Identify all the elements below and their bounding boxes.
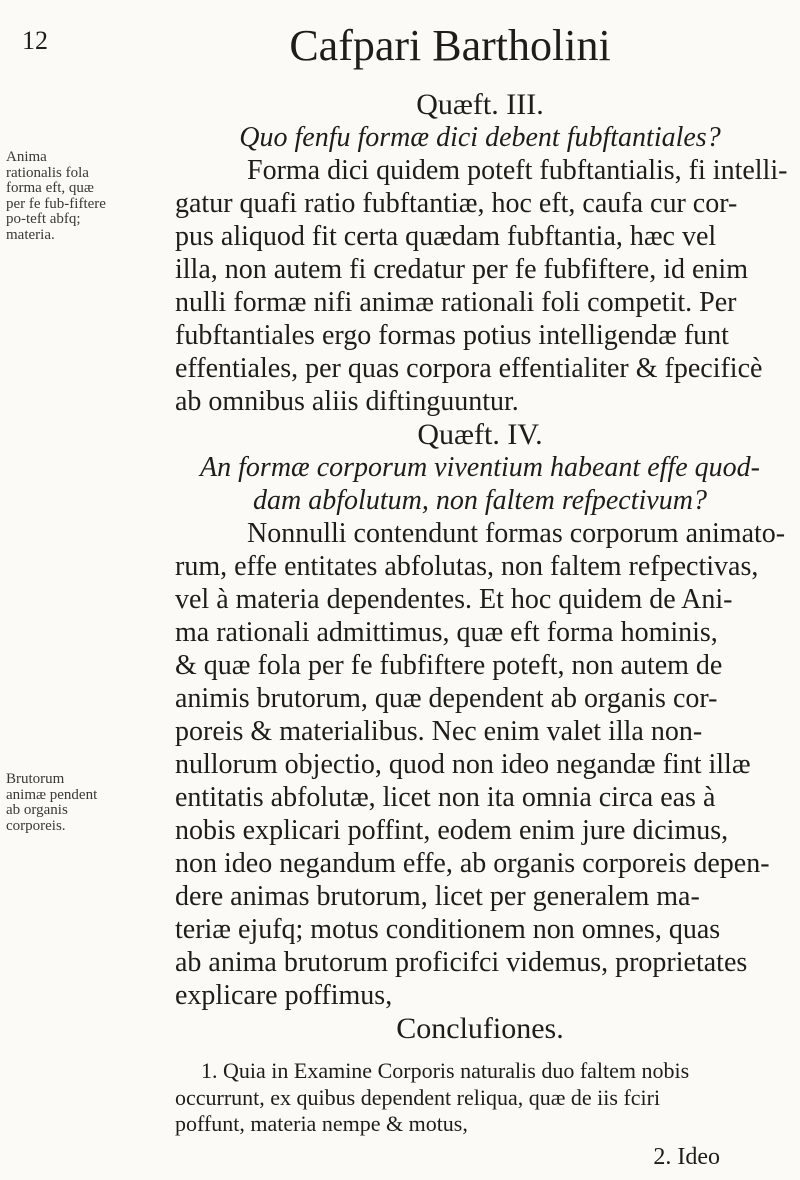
body-line: fubftantiales ergo formas potius intelligendæ funt — [175, 320, 729, 351]
body-line: ab anima brutorum proficifci videmus, proprietates — [175, 947, 748, 978]
body-line: illa, non autem fi credatur per fe fubfiftere, id enim — [175, 254, 748, 285]
body-line: nulli formæ nifi animæ rationali foli competit. Per — [175, 287, 737, 318]
body-line: gatur quafi ratio fubftantiæ, hoc eft, caufa cur cor- — [175, 188, 738, 219]
body-line: occurrunt, ex quibus dependent reliqua, quæ de iis fciri — [175, 1084, 661, 1110]
body-line: explicare poffimus, — [175, 980, 393, 1011]
question-line: Quo fenfu formæ dici debent fubftantiales? — [239, 122, 721, 153]
body-line: teriæ ejufq; motus conditionem non omnes, quas — [175, 914, 721, 945]
body-line: ma rationali admittimus, quæ eft forma hominis, — [175, 617, 718, 648]
body-line: 1. Quia in Examine Corporis naturalis duo faltem nobis — [201, 1058, 690, 1083]
running-head: Cafpari Bartholini — [289, 21, 611, 70]
body-line: nobis explicari poffint, eodem enim jure dicimus, — [175, 815, 729, 846]
section-heading-iii: Quæft. III. — [416, 88, 544, 121]
body-line: animis brutorum, quæ dependent ab organis cor- — [175, 683, 718, 714]
body-line: & quæ fola per fe fubfiftere poteft, non autem de — [175, 650, 723, 681]
question-line: An formæ corporum viventium habeant effe quod- — [200, 452, 760, 483]
page-number: 12 — [22, 26, 48, 55]
catchword: 2. Ideo — [653, 1144, 720, 1170]
question-line: dam abfolutum, non faltem refpectivum? — [253, 485, 707, 516]
body-line: Forma dici quidem poteft fubftantialis, fi intelli- — [247, 155, 788, 186]
margin-note-brutorum: Brutorum animæ pendent ab organis corporeis. — [6, 771, 98, 834]
body-line: vel à materia dependentes. Et hoc quidem de Ani- — [175, 584, 733, 615]
body-line: nullorum objectio, quod non ideo negandæ fint illæ — [175, 749, 751, 780]
body-line: entitatis abfolutæ, licet non ita omnia circa eas à — [175, 782, 716, 813]
section-heading-conclusiones: Conclufiones. — [396, 1012, 564, 1045]
main-text — [175, 88, 788, 1045]
body-line: pus aliquod fit certa quædam fubftantia, hæc vel — [175, 221, 717, 252]
body-line: ab omnibus aliis diftinguuntur. — [175, 386, 519, 417]
body-line: dere animas brutorum, licet per generalem ma- — [175, 881, 700, 912]
conclusion-text — [175, 1058, 785, 1138]
body-line: rum, effe entitates abfolutas, non faltem refpectivas, — [175, 551, 759, 582]
section-heading-iv: Quæft. IV. — [417, 418, 543, 451]
body-line: non ideo negandum effe, ab organis corporeis depen- — [175, 848, 770, 879]
margin-note-anima: Anima rationalis fola forma eft, quæ per fe fub-fiftere po-teft abfq; materia. — [6, 149, 106, 243]
body-line: poffunt, materia nempe & motus, — [175, 1111, 468, 1137]
body-line: poreis & materialibus. Nec enim valet illa non- — [175, 716, 703, 747]
body-line: Nonnulli contendunt formas corporum animato- — [247, 518, 786, 549]
body-line: effentiales, per quas corpora effentialiter & fpecificè — [175, 353, 763, 384]
